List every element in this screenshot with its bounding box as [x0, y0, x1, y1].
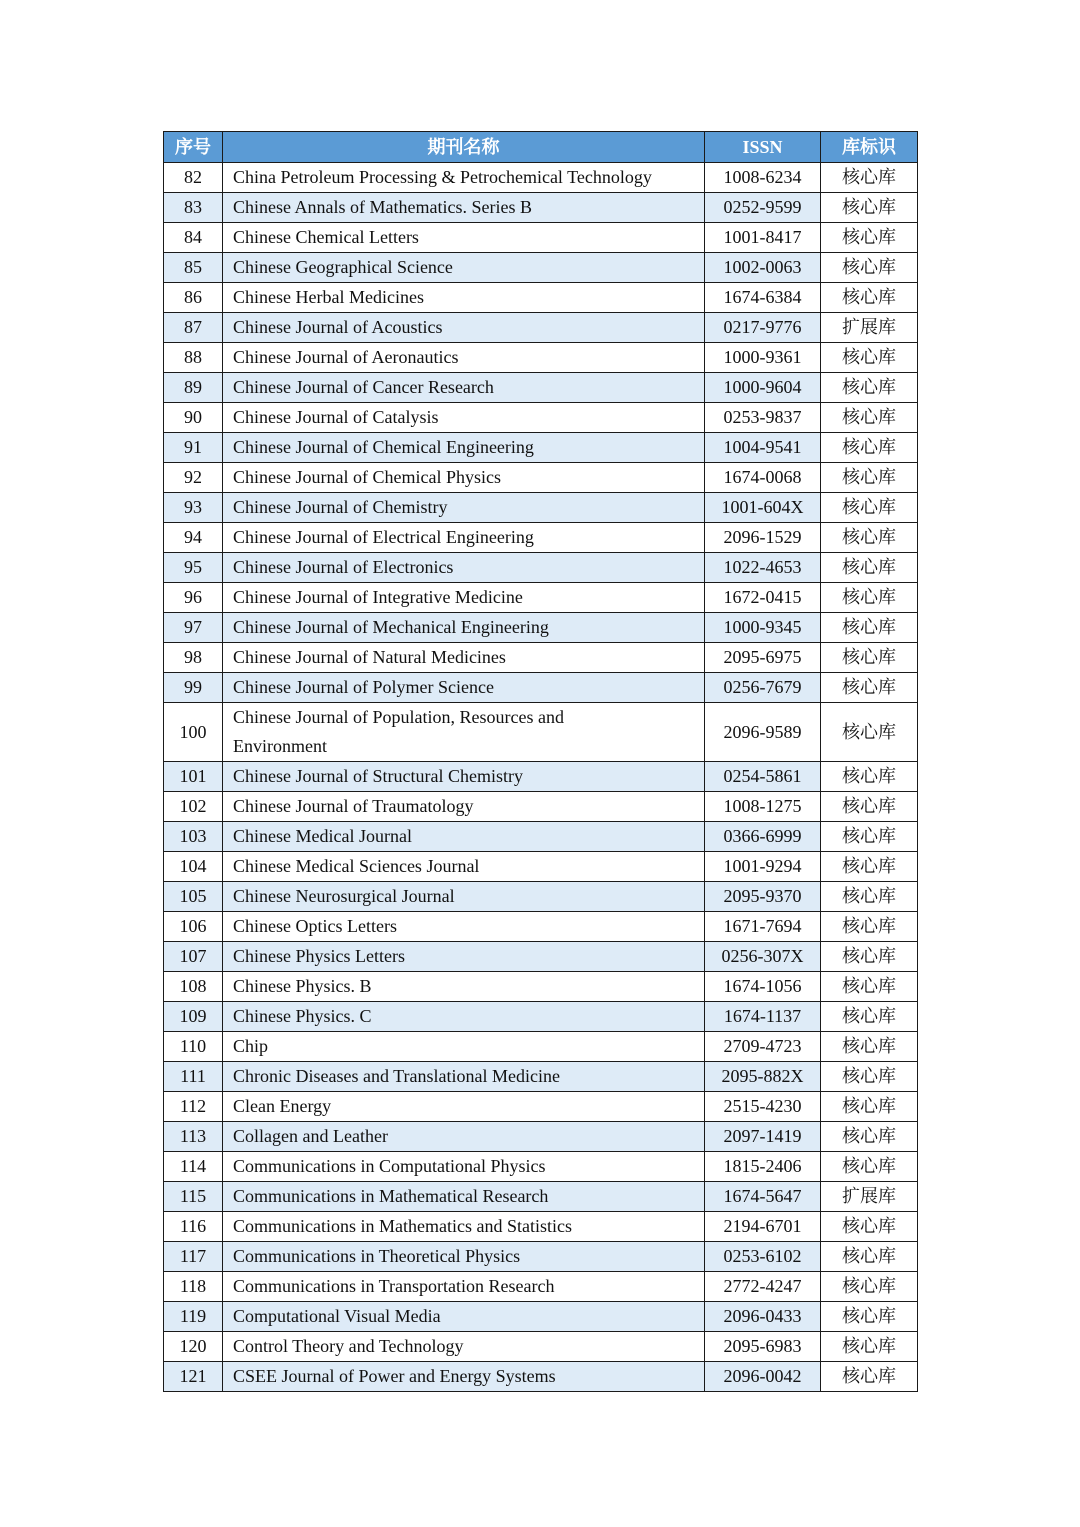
issn-cell: 2097-1419: [705, 1122, 821, 1152]
table-row: [164, 163, 918, 193]
library-tag-cell: 核心库: [821, 553, 918, 583]
table-row: [164, 942, 918, 972]
row-index-cell: 103: [164, 822, 223, 852]
row-index-cell: 98: [164, 643, 223, 673]
table-row: [164, 1062, 918, 1092]
table-row: [164, 762, 918, 792]
library-tag-cell: 核心库: [821, 163, 918, 193]
row-index-cell: 85: [164, 253, 223, 283]
library-tag-cell: 核心库: [821, 1152, 918, 1182]
journal-name-cell: Chinese Journal of Mechanical Engineering: [223, 613, 705, 643]
row-index-cell: 120: [164, 1332, 223, 1362]
table-row: [164, 463, 918, 493]
table-row: [164, 583, 918, 613]
journal-name-cell: Chinese Journal of Polymer Science: [223, 673, 705, 703]
row-index-cell: 111: [164, 1062, 223, 1092]
issn-cell: 0253-9837: [705, 403, 821, 433]
issn-cell: 1001-9294: [705, 852, 821, 882]
journal-name-cell: Chinese Journal of Structural Chemistry: [223, 762, 705, 792]
journal-name-cell: Communications in Transportation Research: [223, 1272, 705, 1302]
library-tag-cell: 核心库: [821, 253, 918, 283]
row-index-cell: 101: [164, 762, 223, 792]
row-index-cell: 91: [164, 433, 223, 463]
table-row: [164, 643, 918, 673]
issn-cell: 1674-6384: [705, 283, 821, 313]
issn-cell: 1674-0068: [705, 463, 821, 493]
journal-name-cell: Chinese Optics Letters: [223, 912, 705, 942]
journal-name-cell: Chinese Journal of Chemical Physics: [223, 463, 705, 493]
journal-name-cell: Communications in Mathematical Research: [223, 1182, 705, 1212]
header-issn: ISSN: [705, 132, 821, 163]
journal-name-cell: Chinese Journal of Integrative Medicine: [223, 583, 705, 613]
issn-cell: 1674-1137: [705, 1002, 821, 1032]
journal-name-cell: CSEE Journal of Power and Energy Systems: [223, 1362, 705, 1392]
library-tag-cell: 核心库: [821, 613, 918, 643]
library-tag-cell: 核心库: [821, 1212, 918, 1242]
library-tag-cell: 核心库: [821, 1062, 918, 1092]
row-index-cell: 84: [164, 223, 223, 253]
journal-name-cell: Chinese Medical Journal: [223, 822, 705, 852]
journal-name-cell: Chronic Diseases and Translational Medicine: [223, 1062, 705, 1092]
issn-cell: 0254-5861: [705, 762, 821, 792]
library-tag-cell: 核心库: [821, 972, 918, 1002]
row-index-cell: 117: [164, 1242, 223, 1272]
table-row: [164, 1272, 918, 1302]
header-index: 序号: [164, 132, 223, 163]
row-index-cell: 87: [164, 313, 223, 343]
journal-name-cell: Chinese Journal of Catalysis: [223, 403, 705, 433]
table-row: [164, 613, 918, 643]
table-row: [164, 523, 918, 553]
table-row: [164, 703, 918, 762]
journal-name-cell: Chinese Journal of Traumatology: [223, 792, 705, 822]
library-tag-cell: 核心库: [821, 822, 918, 852]
library-tag-cell: 核心库: [821, 942, 918, 972]
issn-cell: 1674-1056: [705, 972, 821, 1002]
journal-name-cell: China Petroleum Processing & Petrochemical Technology: [223, 163, 705, 193]
issn-cell: 2095-882X: [705, 1062, 821, 1092]
table-row: [164, 223, 918, 253]
journal-name-cell: Chinese Journal of Chemical Engineering: [223, 433, 705, 463]
row-index-cell: 118: [164, 1272, 223, 1302]
row-index-cell: 102: [164, 792, 223, 822]
issn-cell: 2095-6975: [705, 643, 821, 673]
issn-cell: 1002-0063: [705, 253, 821, 283]
library-tag-cell: 扩展库: [821, 1182, 918, 1212]
issn-cell: 2095-6983: [705, 1332, 821, 1362]
library-tag-cell: 核心库: [821, 463, 918, 493]
row-index-cell: 95: [164, 553, 223, 583]
journal-table-body: [164, 163, 918, 1392]
table-header-row: [164, 132, 918, 163]
issn-cell: 2096-9589: [705, 703, 821, 762]
table-row: [164, 1302, 918, 1332]
library-tag-cell: 核心库: [821, 882, 918, 912]
row-index-cell: 92: [164, 463, 223, 493]
library-tag-cell: 核心库: [821, 912, 918, 942]
issn-cell: 1001-604X: [705, 493, 821, 523]
row-index-cell: 112: [164, 1092, 223, 1122]
row-index-cell: 113: [164, 1122, 223, 1152]
table-row: [164, 1242, 918, 1272]
table-row: [164, 1332, 918, 1362]
library-tag-cell: 核心库: [821, 643, 918, 673]
library-tag-cell: 核心库: [821, 373, 918, 403]
table-row: [164, 1362, 918, 1392]
row-index-cell: 119: [164, 1302, 223, 1332]
row-index-cell: 97: [164, 613, 223, 643]
table-row: [164, 912, 918, 942]
issn-cell: 1674-5647: [705, 1182, 821, 1212]
journal-name-cell: Chinese Geographical Science: [223, 253, 705, 283]
table-row: [164, 403, 918, 433]
journal-name-cell: Chinese Neurosurgical Journal: [223, 882, 705, 912]
row-index-cell: 89: [164, 373, 223, 403]
issn-cell: 1000-9361: [705, 343, 821, 373]
table-row: [164, 1002, 918, 1032]
library-tag-cell: 扩展库: [821, 313, 918, 343]
library-tag-cell: 核心库: [821, 762, 918, 792]
library-tag-cell: 核心库: [821, 493, 918, 523]
issn-cell: 2772-4247: [705, 1272, 821, 1302]
library-tag-cell: 核心库: [821, 1332, 918, 1362]
journal-table: [163, 131, 918, 1392]
journal-name-cell: Chinese Journal of Aeronautics: [223, 343, 705, 373]
issn-cell: 0253-6102: [705, 1242, 821, 1272]
library-tag-cell: 核心库: [821, 223, 918, 253]
library-tag-cell: 核心库: [821, 1272, 918, 1302]
library-tag-cell: 核心库: [821, 523, 918, 553]
table-row: [164, 493, 918, 523]
issn-cell: 0366-6999: [705, 822, 821, 852]
journal-name-cell: Chinese Journal of Electrical Engineering: [223, 523, 705, 553]
row-index-cell: 116: [164, 1212, 223, 1242]
table-row: [164, 1212, 918, 1242]
library-tag-cell: 核心库: [821, 703, 918, 762]
issn-cell: 1672-0415: [705, 583, 821, 613]
journal-name-cell: Chinese Journal of Electronics: [223, 553, 705, 583]
table-row: [164, 313, 918, 343]
library-tag-cell: 核心库: [821, 193, 918, 223]
table-row: [164, 343, 918, 373]
table-row: [164, 193, 918, 223]
library-tag-cell: 核心库: [821, 792, 918, 822]
row-index-cell: 99: [164, 673, 223, 703]
journal-name-cell: Communications in Mathematics and Statistics: [223, 1212, 705, 1242]
library-tag-cell: 核心库: [821, 1002, 918, 1032]
row-index-cell: 83: [164, 193, 223, 223]
issn-cell: 1000-9604: [705, 373, 821, 403]
journal-name-cell: Control Theory and Technology: [223, 1332, 705, 1362]
row-index-cell: 107: [164, 942, 223, 972]
table-row: [164, 373, 918, 403]
library-tag-cell: 核心库: [821, 403, 918, 433]
library-tag-cell: 核心库: [821, 343, 918, 373]
journal-name-cell: Chinese Journal of Natural Medicines: [223, 643, 705, 673]
issn-cell: 0256-307X: [705, 942, 821, 972]
row-index-cell: 108: [164, 972, 223, 1002]
table-row: [164, 1032, 918, 1062]
table-row: [164, 972, 918, 1002]
row-index-cell: 82: [164, 163, 223, 193]
row-index-cell: 109: [164, 1002, 223, 1032]
issn-cell: 1008-6234: [705, 163, 821, 193]
issn-cell: 1008-1275: [705, 792, 821, 822]
row-index-cell: 93: [164, 493, 223, 523]
issn-cell: 2709-4723: [705, 1032, 821, 1062]
journal-name-cell: Chinese Physics Letters: [223, 942, 705, 972]
table-row: [164, 852, 918, 882]
table-row: [164, 253, 918, 283]
row-index-cell: 88: [164, 343, 223, 373]
row-index-cell: 90: [164, 403, 223, 433]
issn-cell: 0252-9599: [705, 193, 821, 223]
journal-name-cell: Chinese Chemical Letters: [223, 223, 705, 253]
row-index-cell: 121: [164, 1362, 223, 1392]
row-index-cell: 100: [164, 703, 223, 762]
table-row: [164, 1092, 918, 1122]
row-index-cell: 94: [164, 523, 223, 553]
issn-cell: 1671-7694: [705, 912, 821, 942]
table-row: [164, 553, 918, 583]
header-journal-name: 期刊名称: [223, 132, 705, 163]
issn-cell: 0256-7679: [705, 673, 821, 703]
row-index-cell: 104: [164, 852, 223, 882]
journal-name-cell: Computational Visual Media: [223, 1302, 705, 1332]
table-row: [164, 792, 918, 822]
issn-cell: 2515-4230: [705, 1092, 821, 1122]
row-index-cell: 114: [164, 1152, 223, 1182]
library-tag-cell: 核心库: [821, 283, 918, 313]
table-row: [164, 1152, 918, 1182]
library-tag-cell: 核心库: [821, 1032, 918, 1062]
journal-name-cell: Chinese Journal of Chemistry: [223, 493, 705, 523]
issn-cell: 0217-9776: [705, 313, 821, 343]
issn-cell: 1022-4653: [705, 553, 821, 583]
table-row: [164, 433, 918, 463]
issn-cell: 2096-0433: [705, 1302, 821, 1332]
table-row: [164, 283, 918, 313]
library-tag-cell: 核心库: [821, 433, 918, 463]
issn-cell: 1000-9345: [705, 613, 821, 643]
journal-name-cell: Chinese Annals of Mathematics. Series B: [223, 193, 705, 223]
table-row: [164, 1182, 918, 1212]
journal-name-cell: Collagen and Leather: [223, 1122, 705, 1152]
journal-name-cell: Chinese Medical Sciences Journal: [223, 852, 705, 882]
library-tag-cell: 核心库: [821, 1302, 918, 1332]
journal-name-cell: Chinese Herbal Medicines: [223, 283, 705, 313]
header-library-tag: 库标识: [821, 132, 918, 163]
library-tag-cell: 核心库: [821, 583, 918, 613]
issn-cell: 1815-2406: [705, 1152, 821, 1182]
row-index-cell: 86: [164, 283, 223, 313]
table-row: [164, 673, 918, 703]
row-index-cell: 106: [164, 912, 223, 942]
journal-name-cell: Chinese Physics. C: [223, 1002, 705, 1032]
journal-name-cell: Communications in Theoretical Physics: [223, 1242, 705, 1272]
library-tag-cell: 核心库: [821, 852, 918, 882]
table-row: [164, 822, 918, 852]
issn-cell: 2095-9370: [705, 882, 821, 912]
row-index-cell: 110: [164, 1032, 223, 1062]
journal-name-cell: Chinese Journal of Acoustics: [223, 313, 705, 343]
issn-cell: 2096-0042: [705, 1362, 821, 1392]
journal-name-cell: Chinese Journal of Cancer Research: [223, 373, 705, 403]
table-row: [164, 882, 918, 912]
table-row: [164, 1122, 918, 1152]
library-tag-cell: 核心库: [821, 1242, 918, 1272]
issn-cell: 2096-1529: [705, 523, 821, 553]
journal-name-cell: Clean Energy: [223, 1092, 705, 1122]
library-tag-cell: 核心库: [821, 673, 918, 703]
journal-name-cell: Chip: [223, 1032, 705, 1062]
issn-cell: 1004-9541: [705, 433, 821, 463]
library-tag-cell: 核心库: [821, 1122, 918, 1152]
row-index-cell: 115: [164, 1182, 223, 1212]
row-index-cell: 96: [164, 583, 223, 613]
issn-cell: 2194-6701: [705, 1212, 821, 1242]
journal-name-cell: Chinese Physics. B: [223, 972, 705, 1002]
row-index-cell: 105: [164, 882, 223, 912]
journal-name-cell: Chinese Journal of Population, Resources and Environment: [223, 703, 705, 762]
library-tag-cell: 核心库: [821, 1092, 918, 1122]
library-tag-cell: 核心库: [821, 1362, 918, 1392]
journal-name-cell: Communications in Computational Physics: [223, 1152, 705, 1182]
issn-cell: 1001-8417: [705, 223, 821, 253]
